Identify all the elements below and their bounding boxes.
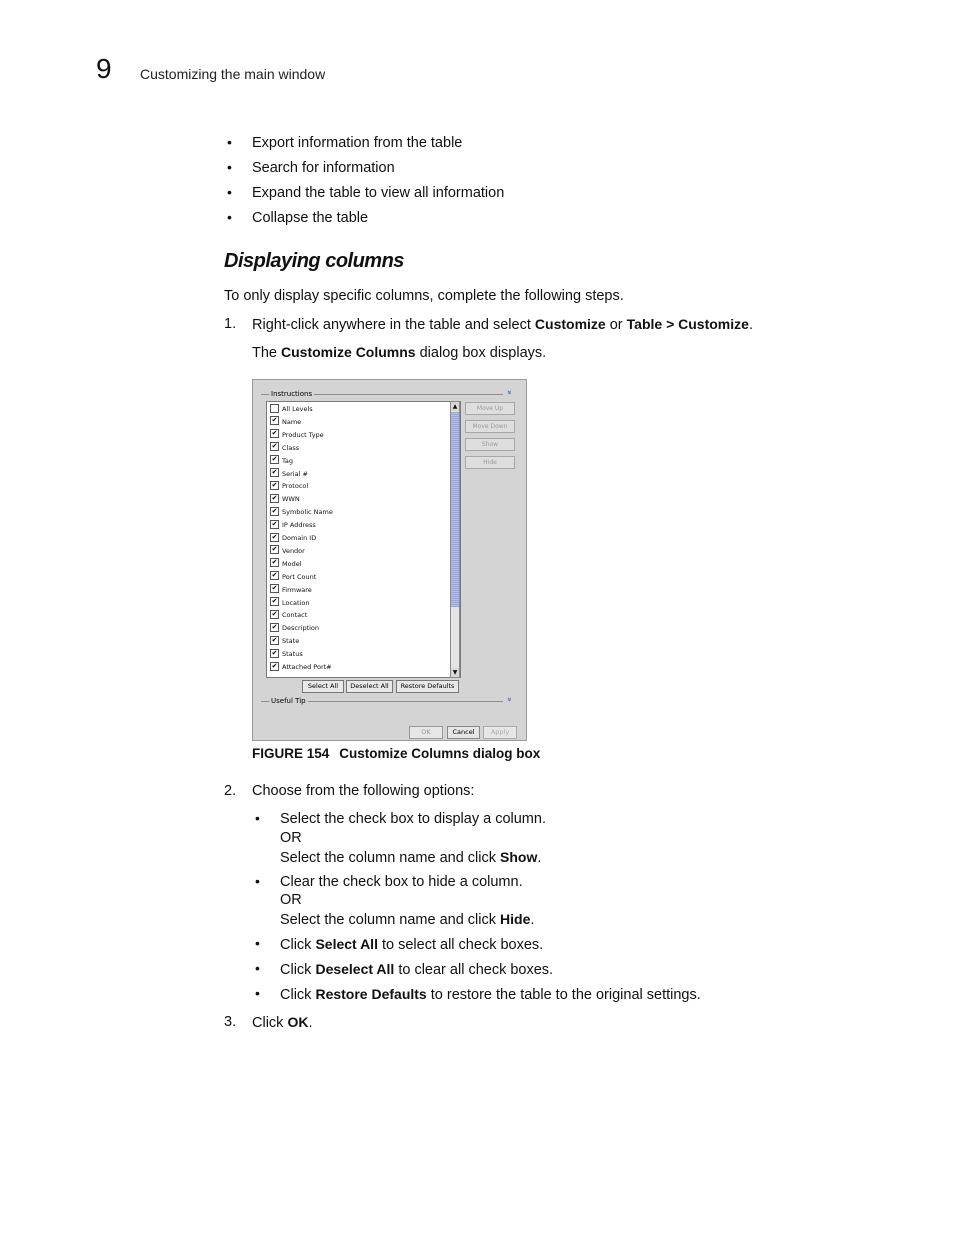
checkbox[interactable]: ✔ (271, 442, 278, 451)
instructions-label: Instructions (271, 390, 313, 398)
chevron-down-icon[interactable]: » (504, 390, 514, 395)
column-list-item-label: IP Address (282, 521, 316, 530)
column-list-item[interactable] (270, 430, 324, 442)
column-list-item-label: Location (282, 598, 310, 607)
bullet-marker: • (255, 985, 260, 1001)
step-number: 1. (224, 316, 237, 332)
step-number: 2. (224, 783, 237, 799)
bullet-marker: • (227, 159, 232, 175)
column-list-item-label: State (282, 637, 300, 646)
intro-bullet-4: Collapse the table (252, 210, 369, 226)
column-list-item-label: All Levels (282, 405, 313, 413)
column-list-item[interactable] (270, 443, 299, 455)
option-5: Click Restore Defaults to restore the table to the original settings. (280, 986, 701, 1003)
ok-button[interactable]: OK (409, 726, 443, 739)
intro-text: To only display specific columns, complete the following steps. (224, 288, 624, 304)
checkbox[interactable]: ✔ (271, 532, 278, 541)
column-list-item[interactable] (270, 649, 303, 661)
column-list-item-label: Firmware (282, 585, 312, 594)
checkbox[interactable]: ✔ (271, 622, 278, 631)
column-list-item-label: Contact (282, 611, 308, 620)
column-list-item[interactable] (270, 417, 301, 429)
column-list-item[interactable] (270, 559, 302, 571)
column-list-item[interactable] (270, 546, 305, 558)
column-list-item[interactable] (270, 623, 319, 635)
column-list-item[interactable] (270, 533, 316, 545)
checkbox[interactable]: ✔ (271, 635, 278, 644)
column-list-item-label: Attached Port# (282, 663, 332, 671)
column-list-item-label: Vendor (282, 546, 305, 555)
checkbox[interactable]: ✔ (271, 584, 278, 593)
section-heading: Displaying columns (224, 250, 404, 272)
checkbox[interactable]: ✔ (271, 558, 278, 567)
option-4: Click Deselect All to clear all check boxes. (280, 961, 554, 978)
chapter-number: 9 (96, 53, 112, 84)
scroll-up-icon[interactable]: ▲ (452, 403, 458, 410)
scroll-down-icon[interactable]: ▼ (452, 669, 458, 676)
column-list-item[interactable] (270, 481, 308, 493)
column-list-item-label: Status (282, 650, 303, 659)
apply-button[interactable]: Apply (483, 726, 517, 739)
restore-defaults-button[interactable]: Restore Defaults (396, 680, 459, 693)
checkbox[interactable]: ✔ (271, 571, 278, 580)
column-list-item-label: Model (282, 559, 302, 568)
column-list-item[interactable] (270, 585, 312, 597)
column-list-item-label: Symbolic Name (282, 508, 333, 517)
checkbox[interactable]: ✔ (271, 609, 278, 618)
checkbox[interactable]: ✔ (271, 506, 278, 515)
checkbox[interactable]: ✔ (271, 480, 278, 489)
column-list-item-label: Port Count (282, 572, 317, 581)
list-scrollbar[interactable] (450, 401, 460, 678)
column-list-item[interactable] (270, 507, 333, 519)
useful-tip-label: Useful Tip (271, 697, 306, 705)
column-list-item-label: WWN (282, 495, 300, 504)
bullet-marker: • (227, 209, 232, 225)
intro-bullet-1: Export information from the table (252, 135, 463, 151)
column-list-item[interactable] (270, 662, 332, 674)
option-2-line-3: Select the column name and click Hide. (280, 911, 535, 928)
intro-bullet-2: Search for information (252, 160, 395, 176)
step3-text: Click OK. (252, 1014, 313, 1031)
option-1-or: OR (280, 830, 302, 846)
option-3: Click Select All to select all check boxes. (280, 936, 544, 953)
intro-bullet-3: Expand the table to view all information (252, 185, 505, 201)
bullet-marker: • (227, 134, 232, 150)
checkbox[interactable]: ✔ (271, 648, 278, 657)
column-list-item[interactable] (270, 469, 308, 481)
checkbox[interactable]: ✔ (271, 455, 278, 464)
figure-caption: FIGURE 154 Customize Columns dialog box (252, 746, 541, 761)
column-list-item-label: Description (282, 624, 320, 633)
checkbox[interactable]: ✔ (271, 519, 278, 528)
column-list-item[interactable] (270, 610, 307, 622)
column-list-item-label: Class (282, 443, 300, 452)
hide-button[interactable]: Hide (465, 456, 515, 469)
column-list-item-label: Tag (282, 456, 294, 465)
column-list-item[interactable] (270, 404, 313, 416)
bullet-marker: • (255, 960, 260, 976)
bullet-marker: • (255, 935, 260, 951)
checkbox[interactable]: ✔ (271, 416, 278, 425)
column-list-item-label: Domain ID (282, 534, 317, 542)
step1-subtext: The Customize Columns dialog box displays. (252, 344, 547, 361)
column-list-item-label: Protocol (282, 482, 309, 491)
checkbox[interactable] (270, 404, 279, 413)
checkbox[interactable]: ✔ (271, 661, 278, 670)
option-1-line-3: Select the column name and click Show. (280, 849, 542, 866)
bullet-marker: • (227, 184, 232, 200)
checkbox[interactable]: ✔ (271, 545, 278, 554)
column-list-item[interactable] (270, 520, 316, 532)
deselect-all-button[interactable]: Deselect All (346, 680, 393, 693)
bullet-marker: • (255, 810, 260, 826)
chevron-down-icon[interactable]: » (504, 697, 514, 702)
column-list-item[interactable] (270, 572, 316, 584)
checkbox[interactable]: ✔ (271, 597, 278, 605)
show-button[interactable]: Show (465, 438, 515, 451)
option-2-line-1: Clear the check box to hide a column. (280, 874, 523, 890)
step1-text: Right-click anywhere in the table and select Customize or Table > Customize. (252, 316, 753, 333)
step2-text: Choose from the following options: (252, 783, 475, 799)
option-1-line-1: Select the check box to display a column. (280, 811, 546, 827)
bullet-marker: • (255, 873, 260, 889)
checkbox[interactable]: ✔ (271, 429, 278, 438)
checkbox[interactable]: ✔ (271, 468, 278, 476)
select-all-button[interactable]: Select All (302, 680, 344, 693)
column-list-item-label: Serial # (282, 469, 308, 478)
customize-columns-dialog (252, 379, 527, 741)
option-2-or: OR (280, 892, 302, 908)
column-list-item-label: Product Type (282, 430, 324, 439)
move-down-button[interactable]: Move Down (465, 420, 515, 433)
column-list-item[interactable] (270, 598, 310, 610)
chapter-title: Customizing the main window (140, 66, 326, 82)
cancel-button[interactable]: Cancel (447, 726, 480, 739)
scroll-thumb[interactable] (451, 412, 459, 607)
column-list-item-label: Name (282, 417, 302, 426)
column-list-item[interactable] (270, 494, 300, 506)
column-list-item[interactable] (270, 636, 299, 648)
checkbox[interactable]: ✔ (271, 493, 278, 502)
move-up-button[interactable]: Move Up (465, 402, 515, 415)
column-list-item[interactable] (270, 456, 293, 468)
step-number: 3. (224, 1014, 237, 1030)
column-list[interactable] (266, 401, 461, 678)
